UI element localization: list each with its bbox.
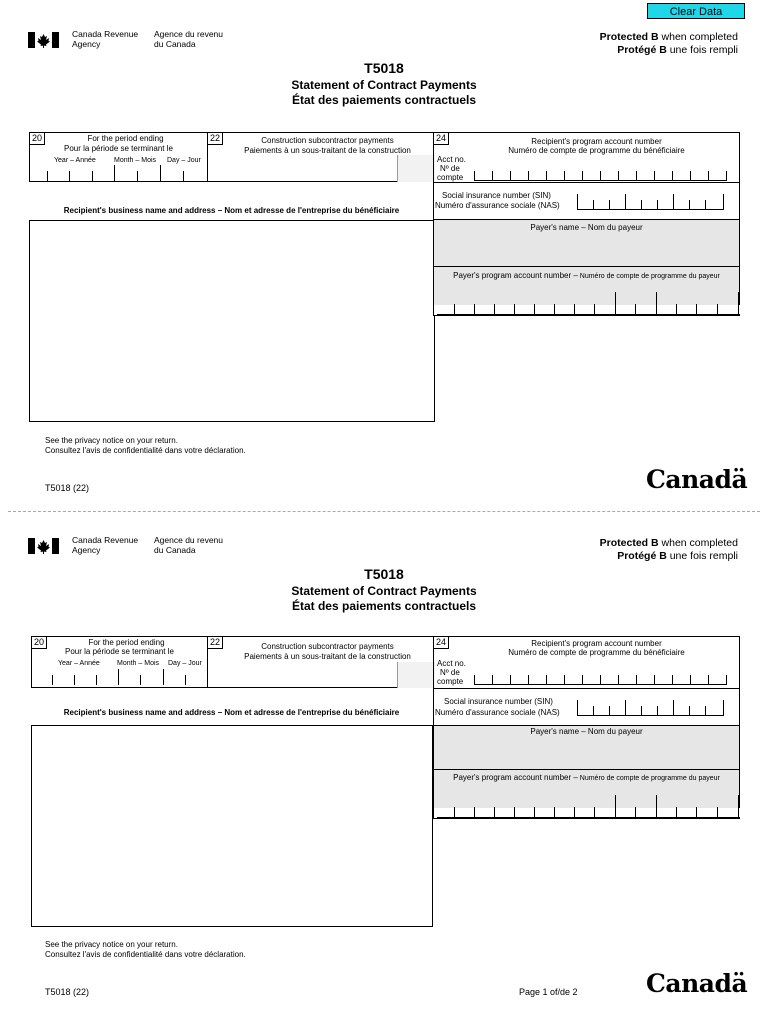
recipient-name-address-field[interactable] xyxy=(31,725,433,927)
form-title-fr: État des paiements contractuels xyxy=(291,599,477,613)
form-title-en: Statement of Contract Payments xyxy=(291,584,477,598)
agency-name-fr: Agence du revenu du Canada xyxy=(154,535,223,555)
clear-data-button[interactable]: Clear Data xyxy=(647,3,745,19)
payer-name-field[interactable]: Payer's name – Nom du payeur xyxy=(433,219,740,267)
form-title-fr: État des paiements contractuels xyxy=(291,93,477,107)
box-20-period-ending[interactable]: 20 For the period ending Pour la période se terminant le Year – Année Month – Mois Day – Jour xyxy=(31,636,208,688)
agency-name-en: Canada Revenue Agency xyxy=(72,29,139,49)
form-title-en: Statement of Contract Payments xyxy=(291,78,477,92)
payer-account-field[interactable]: Payer's program account number – Numéro de compte de programme du payeur xyxy=(433,769,740,819)
privacy-notice: See the privacy notice on your return. Consultez l'avis de confidentialité dans votre déclaration. xyxy=(45,940,246,959)
recipient-label: Recipient's business name and address – Nom et adresse de l'entreprise du bénéficiaire xyxy=(63,708,400,717)
box-24-recipient-account[interactable]: 24 Recipient's program account number Numéro de compte de programme du bénéficiaire Acct no. Nº de compte Social insurance number (SIN) Numéro d'assurance sociale (NAS) xyxy=(433,636,740,726)
canada-flag-icon xyxy=(28,538,59,554)
privacy-notice: See the privacy notice on your return. Consultez l'avis de confidentialité dans votre déclaration. xyxy=(45,436,246,455)
recipient-name-address-field[interactable] xyxy=(29,220,435,422)
protected-notice: Protected B when completed Protégé B une fois rempli xyxy=(599,537,738,562)
recipient-label: Recipient's business name and address – Nom et adresse de l'entreprise du bénéficiaire xyxy=(63,206,400,215)
payer-account-field[interactable]: Payer's program account number – Numéro de compte de programme du payeur xyxy=(433,266,740,316)
box-22-construction-payments[interactable]: 22 Construction subcontractor payments Paiements à un sous-traitant de la construction xyxy=(207,132,434,182)
canada-wordmark-logo: Canadä xyxy=(646,969,748,998)
box-24-recipient-account[interactable]: 24 Recipient's program account number Numéro de compte de programme du bénéficiaire Acct no. Nº de compte Social insurance number (SIN) Numéro d'assurance sociale (NAS) xyxy=(433,132,740,220)
box-22-construction-payments[interactable]: 22 Construction subcontractor payments Paiements à un sous-traitant de la construction xyxy=(207,636,434,688)
slip-copy-2 xyxy=(0,506,768,1018)
footer-form-code: T5018 (22) xyxy=(45,987,90,997)
payer-name-field[interactable]: Payer's name – Nom du payeur xyxy=(433,725,740,770)
canada-wordmark-logo: Canadä xyxy=(646,465,748,494)
page-number: Page 1 of/de 2 xyxy=(519,987,578,997)
protected-notice: Protected B when completed Protégé B une fois rempli xyxy=(599,31,738,56)
form-code: T5018 xyxy=(364,60,404,76)
agency-name-fr: Agence du revenu du Canada xyxy=(154,29,223,49)
footer-form-code: T5018 (22) xyxy=(45,483,90,493)
canada-flag-icon xyxy=(28,32,59,48)
box-20-period-ending[interactable]: 20 For the period ending Pour la période se terminant le Year – Année Month – Mois Day – Jour xyxy=(29,132,208,182)
agency-name-en: Canada Revenue Agency xyxy=(72,535,139,555)
form-code: T5018 xyxy=(364,566,404,582)
